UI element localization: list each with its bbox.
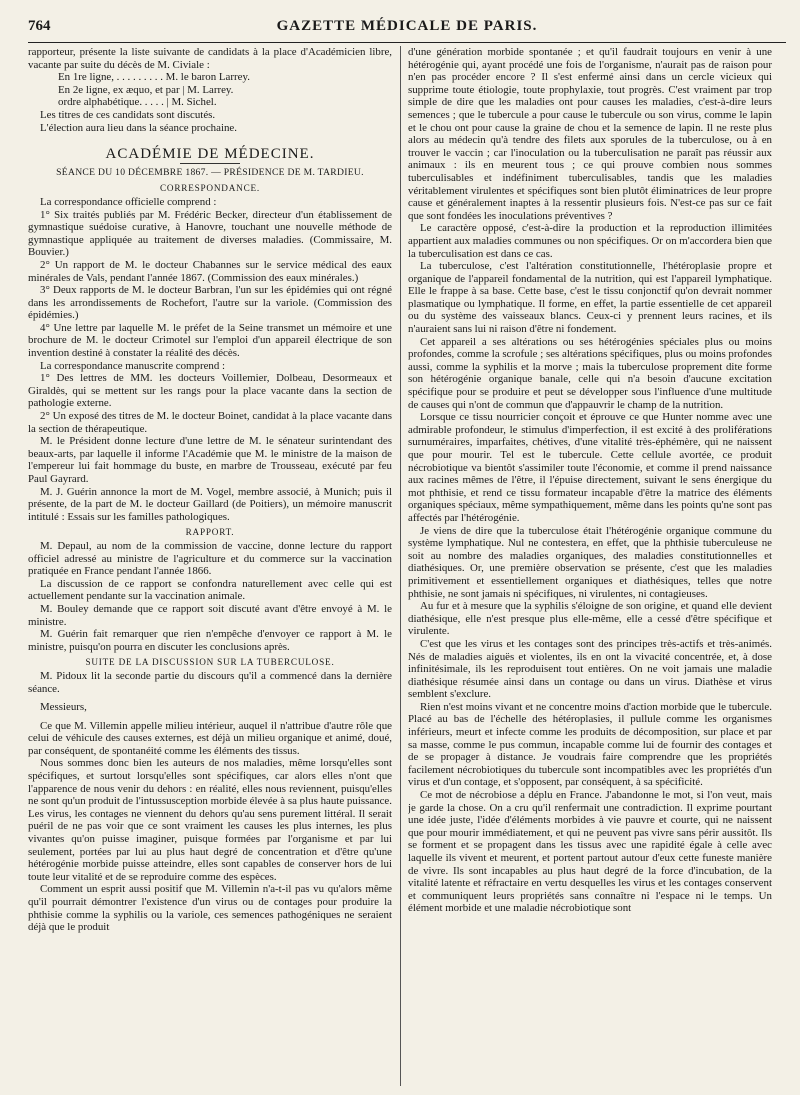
running-title: GAZETTE MÉDICALE DE PARIS.: [276, 18, 538, 34]
paragraph: M. le Président donne lecture d'une lettre de M. le sénateur surintendant des beaux-arts, par laquelle il informe l'Académie que M. le ministre de la maison de l'empereur lui fait hommage du buste, en marbre de Trousseau, exécuté par feu Paul Gayrard.: [28, 435, 392, 485]
candidate-line: ordre alphabétique. . . . . | M. Sichel.: [58, 96, 217, 109]
paragraph: Ce mot de nécrobiose a déplu en France. J'abandonne le mot, si l'on veut, mais je garde la chose. On a cru qu'il renfermait une contradiction. Il exprime pourtant une idée juste, l'idée d'éléments morbides à vie pauvre et courte, qui ne naissent que pour mourir immédiatement, et qui ne peuvent pas vivre sans périr aussitôt. Ils se forment et se propagent dans les tissus avec une rapidité égale à celle avec laquelle ils vivent et meurent, et portent partout autour d'eux cette funeste manière de vivre. Ils sont incapables au plus haut degré de la force d'incubation, de la vitalité latente et réfractaire en vertu desquelles les virus et les contages conservent et communiquent leurs propriétés sans connaître ni l'espace ni le temps. Un élément morbide et une maladie nécrobiotique sont: [408, 789, 772, 915]
paragraph: Le caractère opposé, c'est-à-dire la production et la reproduction illimitées appartient aux maladies communes ou non spécifiques. Or on m'accordera bien que la tuberculisation est dans ce cas.: [408, 222, 772, 260]
paragraph: M. Depaul, au nom de la commission de vaccine, donne lecture du rapport officiel adressé au ministre de l'agriculture et du commerce sur la vaccination pratiquée en France pendant l'année 1866.: [28, 539, 392, 578]
section-divider: [180, 163, 240, 164]
paragraph: 2° Un rapport de M. le docteur Chabannes sur le service médical des eaux minérales de Vals, pendant l'année 1867. (Commission des eaux minérales.): [28, 258, 392, 284]
paragraph: Nous sommes donc bien les auteurs de nos maladies, même lorsqu'elles sont spécifiques, et surtout lorsqu'elles sont spécifiques, car alors elles n'ont que l'apparence de nous venir du dehors : en réalité, elles nous reviennent, puisqu'elles ne sont qu'un produit de l'intussusception morbide élevée à sa plus haute puissance. Les virus, les contages ne viennent du dehors qu'au sens purement littéral. Il serait puéril de ne pas voir que ce sont vraiment les causes les plus internes, les plus vivantes qu'on puisse imaginer, puisque formées par l'organisme et par lui seulement, portées par lui au plus haut degré de concentration et d'être qu'une hétérogénie morbide puisse atteindre, elles sont capables de conserver hors de lui toute leur vitalité et de se reproduire comme des espèces.: [28, 757, 392, 883]
paragraph: Les titres de ces candidats sont discutés.: [40, 108, 216, 121]
paragraph: M. Guérin fait remarquer que rien n'empêche d'envoyer ce rapport à M. le ministre, puisqu'on pourra en discuter les conclusions après.: [28, 628, 392, 653]
subsection-heading: CORRESPONDANCE.: [159, 183, 261, 194]
paragraph: Lorsque ce tissu nourricier conçoit et éprouve ce que Hunter nomme avec une admirable profondeur, le stimulus d'imperfection, il est excité à des proliférations surnuméraires, imparfaites, chétives, d'une vitalité très-éphémère, qui ne naissent que pour mourir. Tel est le tubercule. Cette cellule avortée, ce produit nécrobiotique va bientôt s'assimiler toute l'économie, et comme il prend naissance aux racines mêmes de l'être, il l'épuise directement, suivant le sens énergique du mot phthisie, et rend ce tissu formateur incapable d'être la matrice des éléments organiques spéciaux, même sympathiquement, même dans les points qu'ne sont pas affectés par l'hétérogénie.: [408, 411, 772, 524]
paragraph: d'une génération morbide spontanée ; et qu'il faudrait toujours en venir à une hétérogénie qui, ayant procédé une fois de l'organisme, n'aurait pas de raison pour n'en pas procéder encore ? Il s'est enfermé ainsi dans un cercle vicieux qui supprime toute étiologie, toute prophylaxie, tout progrès. C'est vraiment par trop simple de dire que les maladies ont pour causes les maladies, c'est-à-dire leurs semences ; que le tubercule a pour cause le tubercule ou son virus, comme le lapin et le chou ont pour cause la graine de chou et la semence de lapin. Il ne reste plus alors au médecin qu'à tendre des filets aux sporules de la tuberculose, ou à en trouver le vaccin ; car l'inoculation ou la tuberculisation ne paraît pas réussir aux animaux : ils en meurent tous ; ce qui prouve combien nous sommes tuberculisables et indéfiniment tuberculisables, tandis que les maladies véritablement virulentes et spécifiques sont bien plutôt éliminatrices de leur propre cause et généralement inaptes à la ressentir plusieurs fois. N'est-ce pas sur ce fait que sont fondées les inoculations préventives ?: [408, 46, 772, 222]
session-line: SÉANCE DU 10 DÉCEMBRE 1867. — PRÉSIDENCE DE M. TARDIEU.: [56, 166, 364, 178]
paragraph: L'élection aura lieu dans la séance prochaine.: [40, 121, 237, 134]
paragraph: Ce que M. Villemin appelle milieu intérieur, auquel il n'attribue d'autre rôle que celui de véhicule des causes externes, est déjà un milieu organique et animé, doué, par conséquent, de spontanéité comme les éléments des tissus.: [28, 719, 392, 757]
subsection-heading: RAPPORT.: [185, 527, 235, 538]
candidate-line: En 2e ligne, ex æquo, et par | M. Larrey.: [58, 83, 234, 96]
paragraph: 3° Deux rapports de M. le docteur Barbran, l'un sur les épidémies qui ont régné dans les arrondissements de Rochefort, l'autre sur la variole. (Commission des épidémies.): [28, 284, 392, 322]
paragraph: 2° Un exposé des titres de M. le docteur Boinet, candidat à la place vacante dans la section de thérapeutique.: [28, 410, 392, 435]
paragraph: La discussion de ce rapport se confondra naturellement avec celle qui est actuellement pendante sur la vaccination animale.: [28, 577, 392, 603]
paragraph: La tuberculose, c'est l'altération constitutionnelle, l'hétéroplasie propre et organique de l'appareil fondamental de la nutrition, qui est l'appareil lymphatique. Elle le frappe à sa base. Cette base, c'est le tissu conjonctif qu'on devrait nommer plasmatique ou lymphatique. Il forme, en effet, la partie essentielle de cet appareil ou du système des vaisseaux blancs. Ceux-ci y prennent leurs racines, et ils n'auraient sans lui ni raison d'être ni fondement.: [408, 260, 772, 336]
paragraph: La correspondance manuscrite comprend :: [40, 359, 226, 372]
right-column: [408, 46, 772, 1086]
paragraph: 1° Six traités publiés par M. Frédéric Becker, directeur d'un établissement de gymnastique suédoise curative, à Hanovre, touchant une nouvelle méthode de gymnastique appliquée au traitement de diverses maladies. (Commissaire, M. Bouvier.): [28, 208, 392, 259]
page-number: 764: [28, 18, 51, 34]
paragraph: M. Bouley demande que ce rapport soit discuté avant d'être envoyé à M. le ministre.: [28, 602, 392, 628]
paragraph: Comment un esprit aussi positif que M. Villemin n'a-t-il pas vu qu'alors même qu'il pourrait démontrer l'existence d'un virus ou de contages pour produire la phthisie comme la syphilis ou la variole, ces semences pathogéniques ne seraient déjà que le produit: [28, 883, 392, 934]
candidate-line: En 1re ligne, . . . . . . . . . M. le baron Larrey.: [58, 71, 250, 84]
paragraph: Au fur et à mesure que la syphilis s'éloigne de son origine, et quand elle devient diathésique, elle n'est presque plus elle-même, elle a cessé d'être spécifique et virulente.: [408, 600, 772, 638]
salutation: Messieurs,: [40, 701, 87, 714]
paragraph: La correspondance officielle comprend :: [40, 195, 217, 208]
paragraph: Rien n'est moins vivant et ne concentre moins d'action morbide que le tubercule. Placé au bas de l'échelle des hétéroplasies, il pullule comme les organismes inférieurs, meurt et infecte comme les produits de décomposition, sur place et par sa masse, comme le pus commun, incapable comme lui de fournir des contages et de se propager à distance. Je voudrais faire comprendre que les propriétés facilement nécrobiotiques du tubercule sont incompatibles avec les propriétés d'un virus et d'un contage, et s'opposent, par conséquent, à sa spécificité.: [408, 700, 772, 789]
paragraph: Je viens de dire que la tuberculose était l'hétérogénie organique commune du système lymphatique. Nul ne contestera, en effet, que la phthisie tuberculeuse ne soit au nombre des maladies organiques, des maladies constitutionnelles et diathésiques. Or, une première observation se présente, c'est que les maladies primitivement et essentiellement organiques et diathésiques, telles que notre phthisie, ne sont jamais ni spécifiques, ni virulentes, ni contagieuses.: [408, 524, 772, 600]
paragraph: M. Pidoux lit la seconde partie du discours qu'il a commencé dans la dernière séance.: [28, 669, 392, 695]
column-divider: [400, 46, 401, 1086]
subsection-heading: SUITE DE LA DISCUSSION SUR LA TUBERCULOSE.: [85, 657, 335, 668]
section-title: ACADÉMIE DE MÉDECINE.: [105, 146, 315, 163]
paragraph: Cet appareil a ses altérations ou ses hétérogénies spéciales plus ou moins profondes, comme la scrofule ; ses altérations spécifiques, plus ou moins profondes aussi, comme la syphilis et la morve ; mais la tuberculose proprement dite forme son hétérogénie organique banale, celle qui n'a besoin d'aucune excitation spécifique pour se produire et peut se développer sous l'influence d'une multitude de causes qui n'ont de commun que d'appauvrir le champ de la nutrition.: [408, 335, 772, 411]
paragraph: 4° Une lettre par laquelle M. le préfet de la Seine transmet un mémoire et une brochure de M. le docteur Crimotel sur l'emploi d'un appareil électrique de son invention destiné à constater la réalité des décès.: [28, 321, 392, 360]
paragraph: rapporteur, présente la liste suivante de candidats à la place d'Académicien libre, vacante par suite du décès de M. Civiale :: [28, 46, 392, 71]
left-column: [28, 46, 392, 1086]
page-header: [28, 18, 786, 43]
paragraph: C'est que les virus et les contages sont des principes très-actifs et très-animés. Nés de maladies aiguës et violentes, ils en ont la vivacité concentrée, et, à dose infinitésimale, ils les reproduisent tout entières. On ne voit jamais une maladie diathésique résumée ainsi dans un contage ou dans un virus. Diathèse et virus semblent s'exclure.: [408, 637, 772, 701]
paragraph: 1° Des lettres de MM. les docteurs Voillemier, Dolbeau, Desormeaux et Giraldès, qui se mettent sur les rangs pour la place vacante dans la section de pathologie externe.: [28, 372, 392, 410]
paragraph: M. J. Guérin annonce la mort de M. Vogel, membre associé, à Munich; puis il présente, de la part de M. le docteur Gaillard (de Poitiers), un mémoire manuscrit intitulé : Essais sur les familles pathologiques.: [28, 485, 392, 523]
